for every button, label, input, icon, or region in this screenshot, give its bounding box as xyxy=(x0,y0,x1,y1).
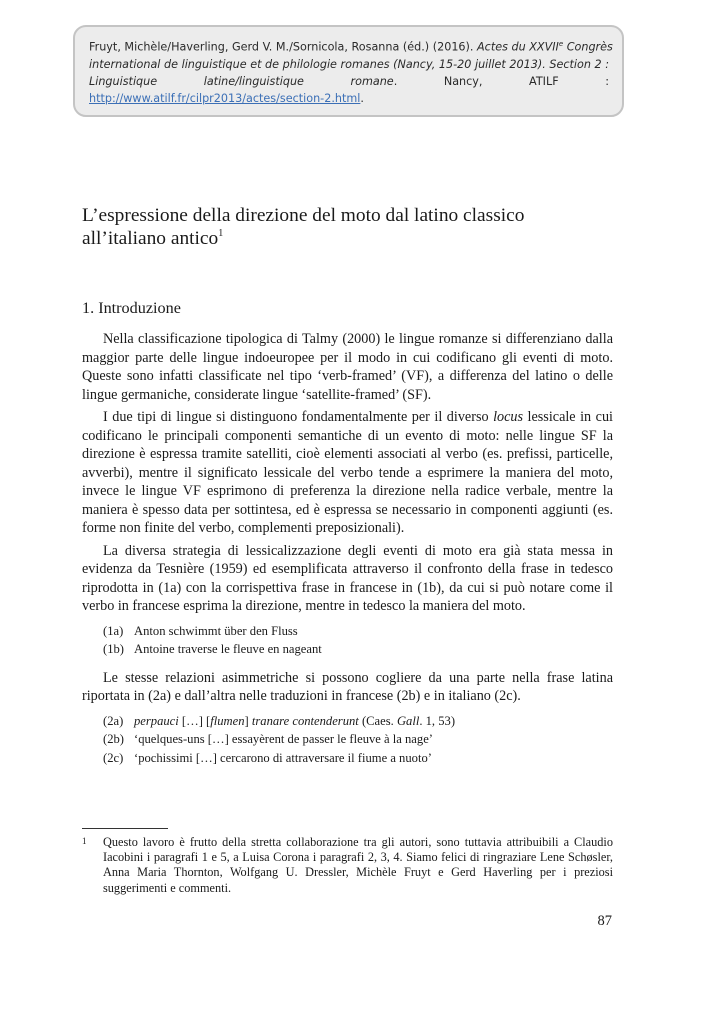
example-number: (2c) xyxy=(103,750,124,765)
example-number: (2a) xyxy=(103,713,124,728)
footnote xyxy=(82,835,613,896)
citation-line-1 xyxy=(89,36,613,56)
example-bracket-1: […] [ xyxy=(178,713,211,728)
example-text: Anton schwimmt über den Fluss xyxy=(134,623,298,638)
citation-url-period: . xyxy=(360,91,364,105)
paragraph-2-italic: locus xyxy=(493,409,524,425)
example-item xyxy=(103,712,613,731)
example-text: ‘quelques-uns […] essayèrent de passer le fleuve à la nage’ xyxy=(134,732,433,746)
paragraph-2 xyxy=(82,408,613,538)
example-item xyxy=(103,622,613,641)
citation-line-2 xyxy=(89,56,609,73)
citation-publisher: . Nancy, ATILF : xyxy=(393,74,609,88)
article-title xyxy=(82,204,582,250)
example-item xyxy=(103,730,613,749)
paragraph-2-text-a: I due tipi di lingue si distinguono fondamentalmente per il diverso xyxy=(103,409,494,425)
example-item xyxy=(103,749,613,768)
example-latin-2: flumen xyxy=(210,713,245,728)
title-footnote-ref[interactable]: 1 xyxy=(218,228,224,239)
citation-line-3 xyxy=(89,73,609,90)
footnote-mark: 1 xyxy=(82,836,87,846)
example-number: (2b) xyxy=(103,732,124,746)
example-text: ‘pochissimi […] cercarono di attraversare il fiume a nuoto’ xyxy=(134,750,432,765)
citation-title-cont: international de linguistique et de philologie romanes (Nancy, 15-20 juillet 2013). Section 2 : xyxy=(89,57,609,71)
paragraph-2-text-b: lessicale in cui codificano le principali componenti semantiche di un evento di moto: nelle lingue SF la direzione è espressa tramite satelliti, cioè elementi associati al verbo (es. prefissi, particelle, avverbi), mentre il significato lessicale del verbo tende a esprimere la maniera del moto, invece le lingue VF esprimono di preferenza la direzione nella radice verbale, mentre la maniera è spesso data per sottintesa, ed è espressa se necessario in componenti aggiunti (es. forme non finite del verbo, complementi preposizionali). xyxy=(82,409,613,536)
example-text xyxy=(134,712,455,731)
example-source-1: (Caes. xyxy=(358,713,397,728)
citation-url-link[interactable]: http://www.atilf.fr/cilpr2013/actes/section-2.html xyxy=(89,91,361,105)
citation-box xyxy=(73,25,624,117)
footnote-separator xyxy=(82,828,168,829)
page-number: 87 xyxy=(597,913,612,929)
paragraph-4: Le stesse relazioni asimmetriche si possono cogliere da una parte nella frase latina riportata in (2a) e dall’altra nelle traduzioni in francese (2b) e in italiano (2c). xyxy=(82,669,613,704)
example-number: (1b) xyxy=(103,642,124,656)
paragraph-1: Nella classificazione tipologica di Talmy (2000) le lingue romanze si differenziano dalla maggior parte delle lingue indoeuropee per il modo in cui codificano gli eventi di moto. Queste sono infatti classificate nel tipo ‘verb-framed’ (VF), a differenza del latino o delle lingue germaniche, considerate lingue ‘satellite-framed’ (SF). xyxy=(82,331,613,403)
example-bracket-2: ] xyxy=(244,713,252,728)
citation-section-title: Linguistique latine/linguistique romane xyxy=(89,74,394,88)
example-item xyxy=(103,640,613,659)
article-body xyxy=(82,330,613,777)
example-text: Antoine traverse le fleuve en nageant xyxy=(134,642,322,656)
paragraph-3: La diversa strategia di lessicalizzazione degli eventi di moto era già stata messa in evidenza da Tesnière (1959) ed esemplificata attraverso il confronto della frase in tedesco riprodotta in (1a) con la corrispettiva frase in francese in (1b), da cui si può notare come il verbo in francese esprima la direzione, mentre in tedesco la maniera del moto. xyxy=(82,542,613,614)
footnote-text: Questo lavoro è frutto della stretta collaborazione tra gli autori, sono tuttavia attribuibili a Claudio Iacobini i paragrafi 1 e 5, a Luisa Corona i paragrafi 2, 3, 4. Siamo felici di ringraziare Lene Schøsler, Anna Maria Thornton, Wolfgang U. Dressler, Michèle Fruyt e Gerd Haverling per i preziosi suggerimenti e commenti. xyxy=(103,835,613,895)
example-source-work: Gall xyxy=(396,713,420,728)
example-number: (1a) xyxy=(103,623,124,638)
citation-title-start: Actes du XXVII xyxy=(477,40,559,54)
section-heading: 1. Introduzione xyxy=(82,299,181,317)
example-list-2 xyxy=(103,712,613,768)
example-latin-1: perpauci xyxy=(134,713,179,728)
citation-line-4 xyxy=(89,90,609,107)
citation-authors: Fruyt, Michèle/Haverling, Gerd V. M./Sornicola, Rosanna (éd.) (2016). xyxy=(89,40,478,54)
article-title-line-2: all’italiano antico xyxy=(82,228,219,249)
example-source-2: . 1, 53) xyxy=(419,713,456,728)
example-latin-3: tranare contenderunt xyxy=(251,713,359,728)
example-list-1 xyxy=(103,622,613,659)
citation-title-congres: Congrès xyxy=(563,40,613,54)
citation-superscript: e xyxy=(558,40,564,48)
article-title-line-1: L’espressione della direzione del moto dal latino classico xyxy=(82,205,525,226)
